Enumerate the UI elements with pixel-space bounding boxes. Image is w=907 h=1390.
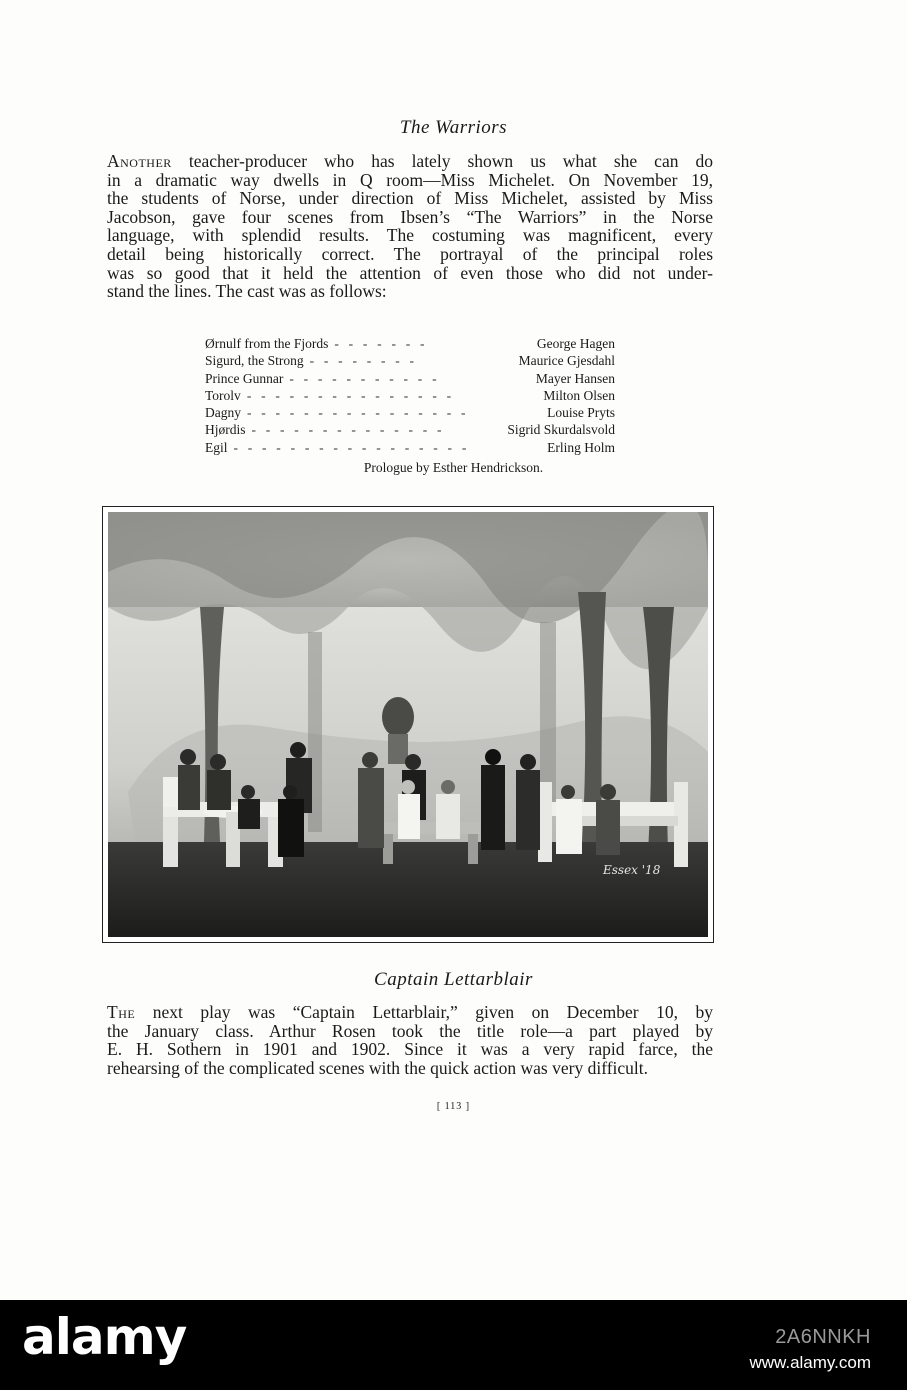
cast-role: Ørnulf from the Fjords: [205, 336, 329, 351]
cast-actor: Mayer Hansen: [535, 370, 615, 386]
cast-role: Sigurd, the Strong: [205, 353, 304, 369]
text-line: [107, 1022, 713, 1041]
cast-list: [205, 336, 615, 457]
footer-info: [749, 1326, 871, 1373]
cast-role: Egil: [205, 439, 228, 455]
cast-row: [205, 336, 615, 353]
cast-actor: Milton Olsen: [543, 387, 615, 403]
line-text: teacher-producer who has lately shown us what she can do: [171, 151, 713, 171]
text-line: [107, 264, 713, 283]
text-line: [107, 282, 713, 301]
watermark-footer: [0, 1300, 907, 1390]
cast-actor: Erling Holm: [547, 439, 615, 455]
cast-actor: Maurice Gjesdahl: [518, 353, 615, 369]
cast-row: [205, 353, 615, 370]
cast-role: Torolv: [205, 387, 241, 403]
cast-row: [205, 405, 615, 422]
drop-lead-word: The: [107, 1002, 136, 1022]
text-line: [107, 171, 713, 190]
cast-actor: George Hagen: [536, 336, 615, 351]
image-id: 2A6NNKH: [775, 1326, 871, 1348]
stage-floor: [108, 842, 708, 937]
photographer-signature: Essex '18: [603, 863, 661, 877]
section-title-captain: Captain Lettarblair: [374, 969, 533, 990]
leader-dots: - - - - - - - - - - - - - - -: [246, 387, 455, 403]
line-text: Jacobson, gave four scenes from Ibsen’s “The Warriors” in the Norse: [107, 206, 713, 227]
line-text: the students of Norse, under direction of Miss Michelet, assisted by Miss: [107, 188, 713, 209]
leader-dots: - - - - - - - -: [309, 353, 418, 369]
prologue-credit: Prologue by Esther Hendrickson.: [363, 460, 544, 475]
line-text: E. H. Sothern in 1901 and 1902. Since it was a very rapid farce, the: [107, 1039, 713, 1060]
cast-role: Prince Gunnar: [205, 370, 284, 386]
warriors-paragraph: [107, 152, 713, 301]
line-text: language, with splendid results. The costuming was magnificent, every: [107, 225, 713, 246]
stage-photograph: [102, 506, 714, 943]
text-line: [107, 189, 713, 208]
stage-scene-illustration: [108, 512, 708, 937]
line-text: detail being historically correct. The portrayal of the principal roles: [107, 243, 713, 264]
line-text: next play was “Captain Lettarblair,” given on December 10, by: [135, 1002, 713, 1022]
line-text: rehearsing of the complicated scenes with the quick action was very difficult.: [107, 1057, 649, 1078]
cast-role: Hjørdis: [205, 422, 246, 438]
leader-dots: - - - - - - - - - - -: [289, 370, 440, 386]
bust-on-pedestal: [382, 697, 414, 737]
leader-dots: - - - - - - - - - - - - - - - - -: [233, 439, 470, 455]
text-line: [107, 1040, 713, 1059]
line-text: the January class. Arthur Rosen took the title role—a part played by: [107, 1020, 713, 1041]
alamy-logo: alamy: [22, 1308, 187, 1366]
text-line: [107, 1003, 713, 1022]
section-title-warriors: The Warriors: [399, 117, 508, 138]
drop-lead-word: Another: [107, 151, 172, 171]
site-url: www.alamy.com: [749, 1353, 871, 1372]
leader-dots: - - - - - - - - - - - - - -: [251, 422, 445, 438]
captain-paragraph: [107, 1003, 713, 1077]
cast-role: Dagny: [205, 405, 241, 421]
cast-row: [205, 422, 615, 439]
cast-actor: Sigrid Skurdalsvold: [507, 422, 615, 438]
line-text: in a dramatic way dwells in Q room—Miss Michelet. On November 19,: [107, 169, 713, 190]
text-line: [107, 208, 713, 227]
text-line: [107, 1059, 713, 1078]
line-text: stand the lines. The cast was as follows:: [107, 281, 387, 302]
leader-dots: - - - - - - -: [334, 336, 428, 351]
cast-row: [205, 440, 615, 457]
cast-actor: Louise Pryts: [547, 405, 615, 421]
page-number: [ 113 ]: [436, 1101, 471, 1112]
text-line: [107, 226, 713, 245]
line-text: was so good that it held the attention of even those who did not under-: [107, 262, 713, 283]
text-line: [107, 245, 713, 264]
leader-dots: - - - - - - - - - - - - - - - -: [247, 405, 469, 421]
text-line: [107, 152, 713, 171]
cast-row: [205, 371, 615, 388]
cast-row: [205, 388, 615, 405]
